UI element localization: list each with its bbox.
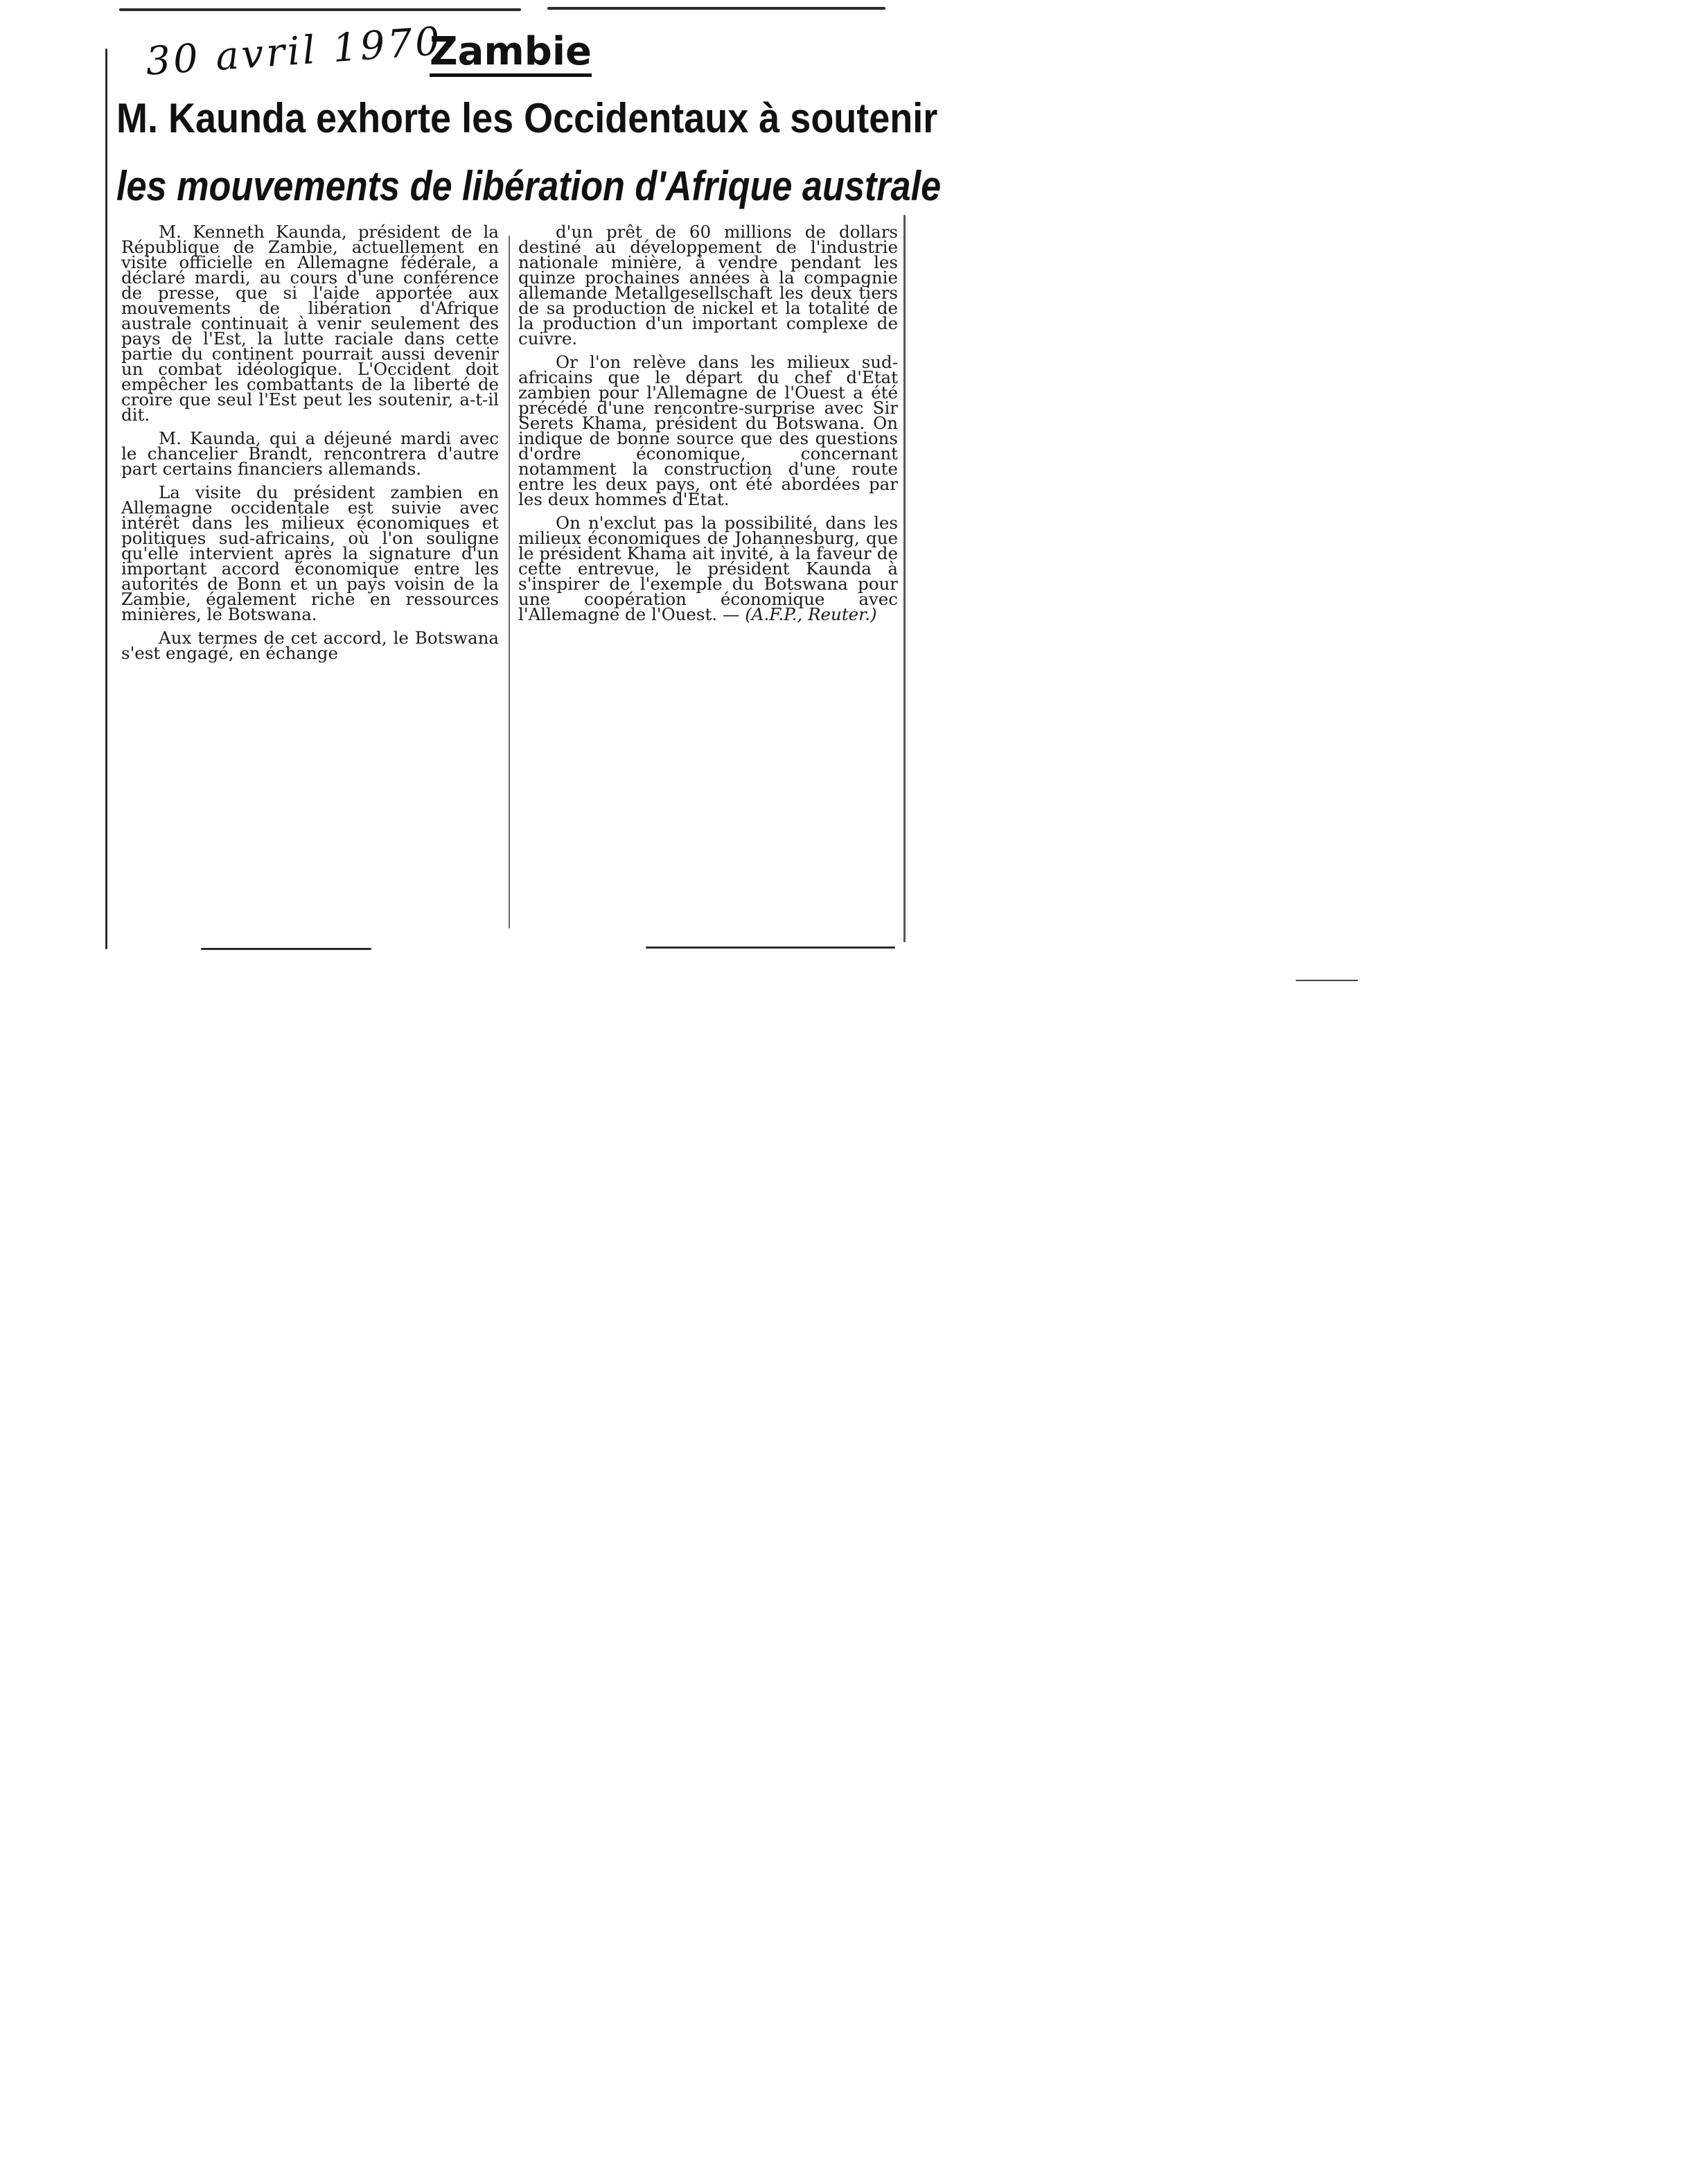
article-paragraph: M. Kaunda, qui a déjeuné mardi avec le chancelier Brandt, rencontrera d'autre part certains financiers allemands. (121, 428, 499, 479)
article-column-2 (518, 224, 898, 626)
news-agency-credit: (A.F.P., Reuter.) (745, 604, 877, 624)
article-paragraph: Or l'on relève dans les milieux sud-africains que le départ du chef d'Etat zambien pour l'Allemagne de l'Ouest a été précédé d'une rencontre-surprise avec Sir Serets Khama, président du Botswana. On indique de bonne source que des questions d'ordre économique, concernant notamment la construction d'une route entre les deux pays, ont été abordées par les deux hommes d'Etat. (518, 352, 898, 509)
left-border-rule (105, 49, 107, 949)
article-paragraph (518, 513, 898, 624)
bottom-rule-right (646, 946, 895, 949)
article-paragraph: M. Kenneth Kaunda, président de la République de Zambie, actuellement en visite officielle en Allemagne fédérale, a déclaré mardi, au cours d'une conférence de presse, que si l'aide apportée aux mouvements de libération d'Afrique australe continuait à venir seulement des pays de l'Est, la lutte raciale dans cette partie du continent pourrait aussi devenir un combat idéologique. L'Occident doit empêcher les combattants de la liberté de croire que seul l'Est peut les soutenir, a-t-il dit. (121, 222, 499, 425)
column-divider (509, 236, 510, 928)
right-border-rule (903, 215, 906, 942)
headline-line-2: les mouvements de libération d'Afrique australe (116, 163, 942, 209)
top-rule-right (547, 7, 885, 10)
headline-line-1: M. Kaunda exhorte les Occidentaux à soutenir (116, 95, 938, 141)
section-kicker: Zambie (430, 30, 592, 77)
article-paragraph: La visite du président zambien en Allemagne occidentale est suivie avec intérêt dans les milieux économiques et politiques sud-africains, où l'on souligne qu'elle intervient après la signature d'un important accord économique entre les autorités de Bonn et un pays voisin de la Zambie, également riche en ressources minières, le Botswana. (121, 482, 499, 624)
bottom-rule-left (201, 948, 371, 950)
article-paragraph-text: On n'exclut pas la possibilité, dans les milieux économiques de Johannesburg, que le président Khama ait invité, à la faveur de cette entrevue, le président Kaunda à s'inspirer de l'exemple du Botswana pour une coopération économique avec l'Allemagne de l'Ouest. — (518, 513, 898, 624)
top-rule-left (119, 8, 521, 11)
article-column-1 (121, 224, 499, 669)
article-paragraph: d'un prêt de 60 millions de dollars destiné au développement de l'industrie nationale minière, à vendre pendant les quinze prochaines années à la compagnie allemande Metallgesellschaft les deux tiers de sa production de nickel et la totalité de la production d'un important complexe de cuivre. (518, 222, 898, 349)
stray-mark (1296, 980, 1358, 981)
article-paragraph: Aux termes de cet accord, le Botswana s'est engagé, en échange (121, 628, 499, 663)
handwritten-date: 30 avril 1970 (144, 19, 444, 85)
